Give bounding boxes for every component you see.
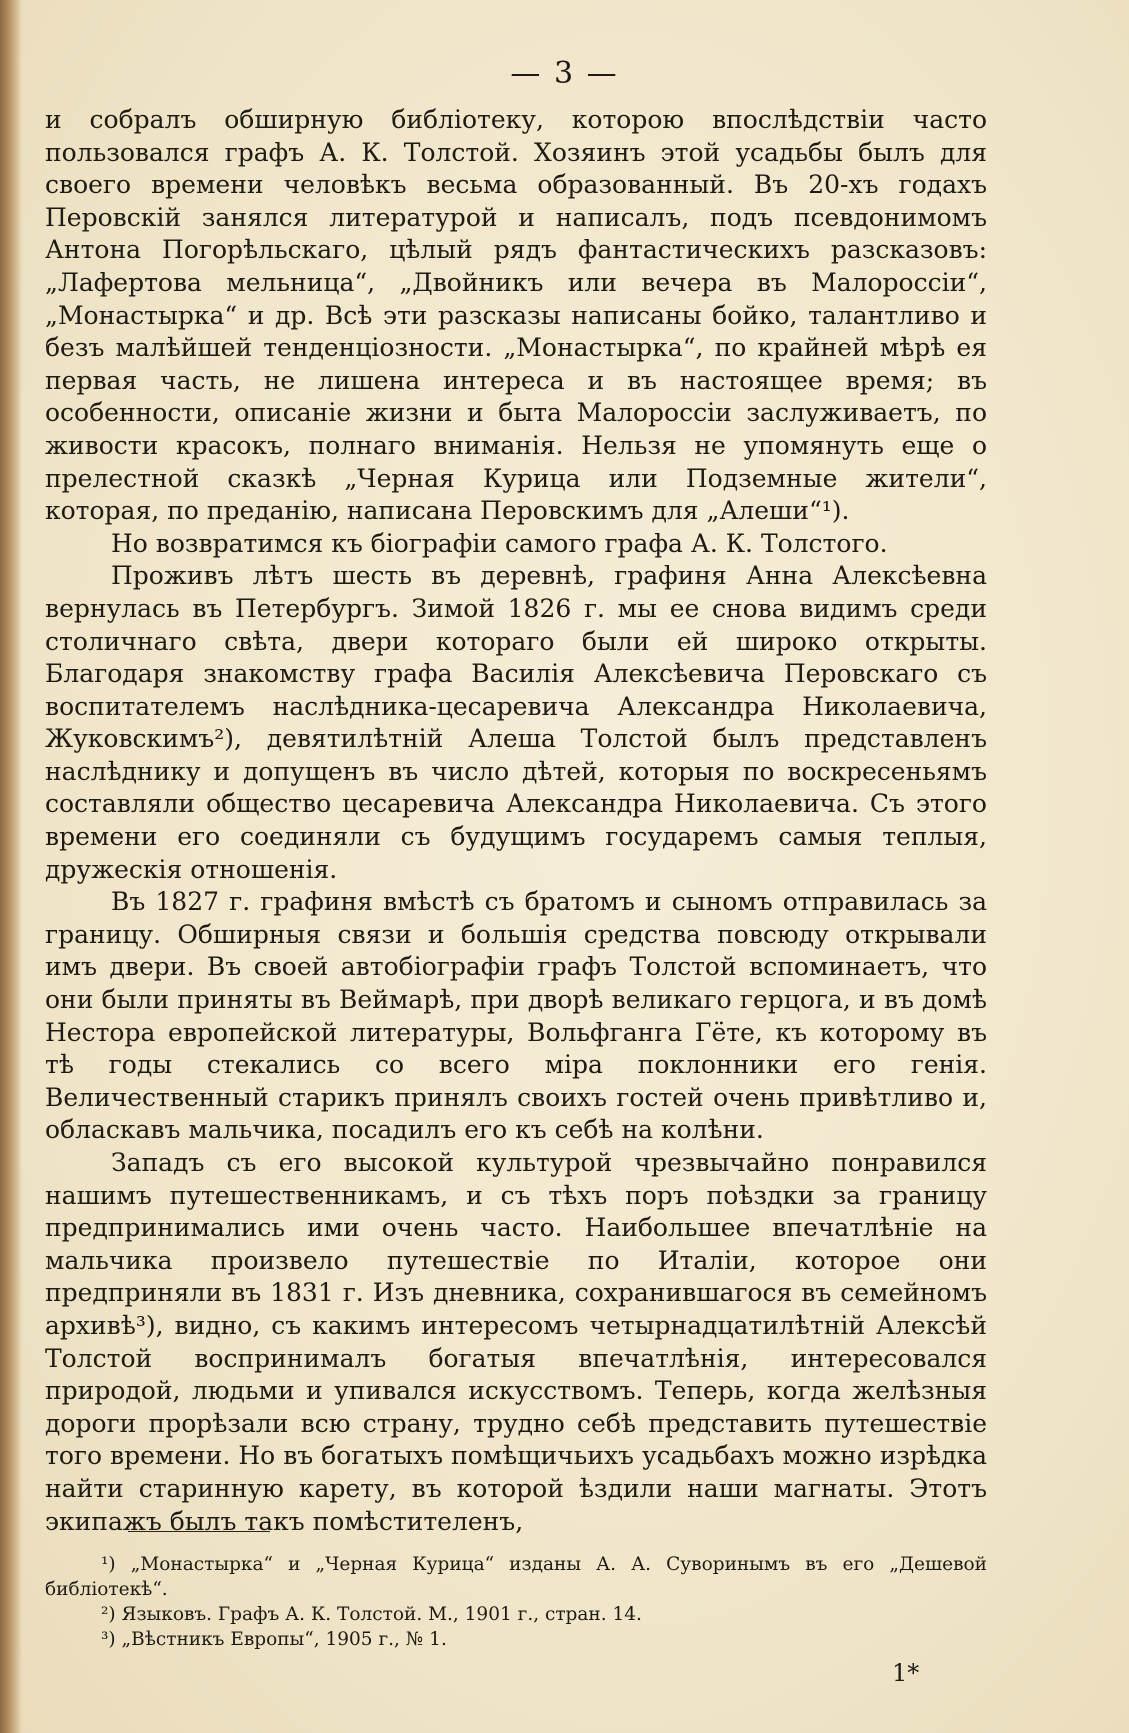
footnote-divider [128, 1531, 270, 1532]
paragraph: Но возвратимся къ біографіи самого графа А. К. Толстого. [111, 528, 888, 558]
page-number: — 3 — [510, 56, 619, 91]
paragraph: Проживъ лѣтъ шесть въ деревнѣ, графиня Анна Алексѣевна вернулась въ Петербургъ. Зимой 1826 г. мы ее снова видимъ среди столичнаго свѣта, двери котораго были ей широко открыты. Благодаря знакомству графа Василія Алексѣевича Перовскаго съ воспитателемъ наслѣдника-цесаревича Александра Николаевича, Жуковскимъ²), девятилѣтній Алеша Толстой былъ представленъ наслѣднику и допущенъ въ число дѣтей, которыя по воскресеньямъ составляли общество цесаревича Александра Николаевича. Съ этого времени его соединяли съ будущимъ государемъ самыя теплыя, дружескія отношенія. [45, 561, 987, 884]
signature-mark: 1* [892, 1659, 920, 1687]
paragraph: Въ 1827 г. графиня вмѣстѣ съ братомъ и сыномъ отправилась за границу. Обширныя связи и большія средства повсюду открывали имъ двери. Въ своей автобіографіи графъ Толстой вспоминаетъ, что они были приняты въ Веймарѣ, при дворѣ великаго герцога, и въ домѣ Нестора европейской литературы, Вольфганга Гёте, къ которому въ тѣ годы стекались со всего міра поклонники его генія. Величественный старикъ принялъ своихъ гостей очень привѣтливо и, обласкавъ мальчика, посадилъ его къ себѣ на колѣни. [45, 887, 987, 1145]
footnote-1: ¹) „Монастырка“ и „Черная Курица“ изданы А. А. Суворинымъ въ его „Дешевой библіотекѣ“. [45, 1554, 987, 1600]
footnote-3: ³) „Вѣстникъ Европы“, 1905 г., № 1. [101, 1629, 447, 1650]
main-text [45, 104, 987, 1538]
book-spine-edge [0, 0, 22, 1733]
footnotes [45, 1552, 987, 1652]
paragraph: Западъ съ его высокой культурой чрезвычайно понравился нашимъ путешественникамъ, и съ тѣхъ поръ поѣздки за границу предпринимались ими очень часто. Наибольшее впечатлѣніе на мальчика произвело путешествіе по Италіи, которое они предприняли въ 1831 г. Изъ дневника, сохранившагося въ семейномъ архивѣ³), видно, съ какимъ интересомъ четырнадцатилѣтній Алексѣй Толстой воспринималъ богатыя впечатлѣнія, интересовался природой, людьми и упивался искусствомъ. Теперь, когда желѣзныя дороги прорѣзали всю страну, трудно себѣ представить путешествіе того времени. Но въ богатыхъ помѣщичьихъ усадьбахъ можно изрѣдка найти старинную карету, въ которой ѣздили наши магнаты. Этотъ экипажъ былъ такъ помѣстителенъ, [45, 1148, 987, 1536]
footnote-2: ²) Языковъ. Графъ А. К. Толстой. М., 1901 г., стран. 14. [101, 1604, 642, 1625]
paragraph-continued: и собралъ обширную библіотеку, которою впослѣдствіи часто пользовался графъ А. К. Толстой. Хозяинъ этой усадьбы былъ для своего времени человѣкъ весьма образованный. Въ 20-хъ годахъ Перовскій занялся литературой и написалъ, подъ псевдонимомъ Антона Погорѣльскаго, цѣлый рядъ фантастическихъ разсказовъ: „Лафертова мельница“, „Двойникъ или вечера въ Малороссіи“, „Монастырка“ и др. Всѣ эти разсказы написаны бойко, талантливо и безъ малѣйшей тенденціозности. „Монастырка“, по крайней мѣрѣ ея первая часть, не лишена интереса и въ настоящее время; въ особенности, описаніе жизни и быта Малороссіи заслуживаетъ, по живости красокъ, полнаго вниманія. Нельзя не упомянуть еще о прелестной сказкѣ „Черная Курица или Подземные жители“, которая, по преданію, написана Перовскимъ для „Алеши“¹). [45, 105, 987, 526]
